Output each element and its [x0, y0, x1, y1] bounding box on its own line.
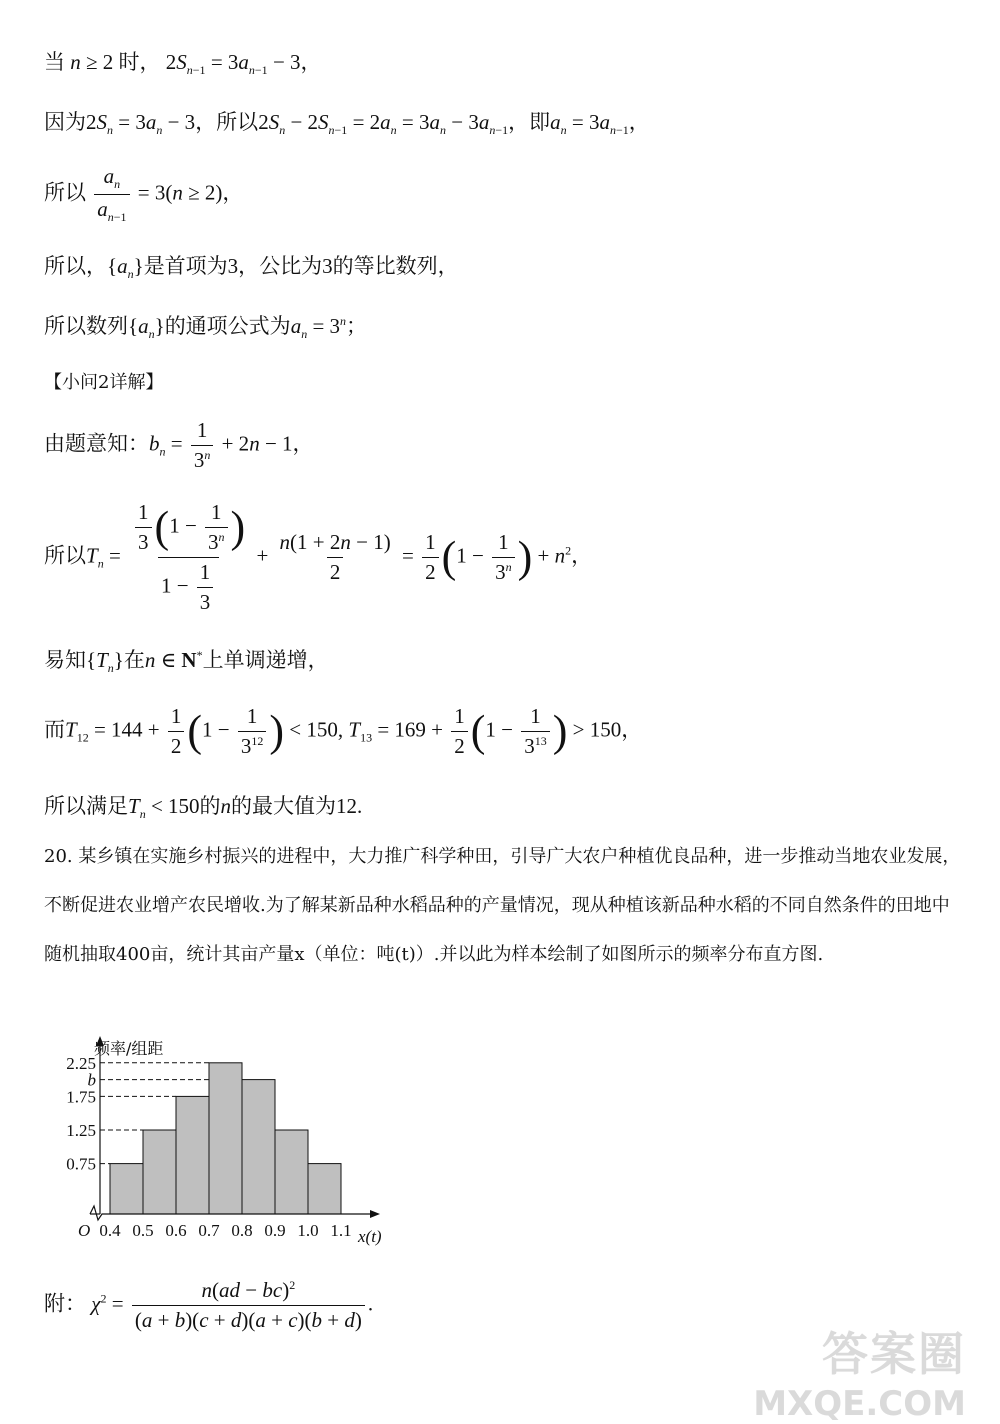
- watermark-logo: [753, 1318, 966, 1424]
- section-heading: [44, 368, 163, 394]
- x-tick-label: 0.7: [198, 1221, 220, 1240]
- text: ，所以: [195, 110, 259, 134]
- y-tick-label: 0.75: [66, 1154, 96, 1174]
- x-tick-label: 0.8: [231, 1221, 253, 1240]
- histogram-bar: [275, 1130, 308, 1214]
- x-tick-label: 0.5: [132, 1221, 154, 1240]
- x-tick-label: 1.0: [297, 1221, 319, 1240]
- histogram-svg: [44, 1030, 404, 1250]
- text: ，: [621, 717, 643, 742]
- histogram-bar: [176, 1096, 209, 1214]
- text: 而: [44, 717, 65, 742]
- text: 由题意知：: [44, 431, 149, 456]
- histogram-bar: [143, 1130, 176, 1214]
- text: 【小问2详解】: [44, 372, 164, 393]
- y-tick-label: 1.75: [66, 1087, 96, 1107]
- x-axis-label: x(t): [358, 1227, 382, 1246]
- text: 当: [44, 50, 65, 74]
- text: ；: [346, 314, 368, 338]
- origin-label: O: [78, 1221, 91, 1240]
- line-3: 所以 $\frac{a_n}{a_{n-1}}$ = 3(n ≥ 2)，: [44, 164, 244, 225]
- line-1: 当 n ≥ 2 时， $2S_{n-1} = 3a_{n-1} - 3$，: [44, 50, 322, 78]
- histogram-bar: [209, 1063, 242, 1214]
- x-tick-label: 1.1: [330, 1221, 352, 1240]
- text: 的通项公式为: [164, 314, 291, 338]
- histogram-bar: [308, 1164, 341, 1214]
- text: ，: [628, 110, 650, 134]
- y-tick-label: 2.25: [66, 1053, 96, 1073]
- text: 所以满足: [44, 794, 128, 818]
- text: 所以: [44, 543, 86, 568]
- x-tick-label: 0.6: [165, 1221, 187, 1240]
- watermark-text: 答案圈: [822, 1327, 966, 1381]
- x-axis-arrow: [370, 1210, 380, 1218]
- y-axis-label: 频率/组距: [94, 1039, 164, 1058]
- line-4: 所以，$\{a_n\}$是首项为3，公比为3的等比数列，: [44, 254, 459, 282]
- y-tick-label: b: [87, 1070, 96, 1090]
- text: 是首项为3，公比为3的等比数列，: [143, 254, 459, 278]
- text: 20. 某乡镇在实施乡村振兴的进程中，大力推广科学种田，引导广大农户种植优良品种，进一步推动当地农业发展，不断促进农业增产农民增收.为了解某新品种水稻品种的产量情况，现从种植该新品种水稻的不同自然条件的田地中随机抽取400亩，统计其亩产量x（单位：吨(t)）.并以此为样本绘制了如图所示的频率分布直方图.: [44, 846, 961, 965]
- text: 的最大值为12.: [231, 794, 363, 818]
- line-9: 易知$\{T_n\}$在n ∈ N*上单调递增，: [44, 648, 329, 676]
- line-5: 所以数列$\{a_n\}$的通项公式为$a_n = 3^n$；: [44, 314, 368, 342]
- text: 的: [199, 794, 221, 818]
- line-2: 因为$2S_n = 3a_n - 3$，所以$2S_n - 2S_{n-1} = 2a_n = 3a_n - 3a_{n-1}$，即$a_n = 3a_{n-1}$，: [44, 110, 650, 138]
- text: 易知: [44, 648, 86, 672]
- text: ，: [292, 431, 314, 456]
- frequency-histogram: [44, 1030, 404, 1250]
- problem-20-text: [44, 832, 962, 979]
- text: ，: [571, 543, 593, 568]
- text: 在: [123, 648, 145, 672]
- histogram-bar: [242, 1080, 275, 1214]
- text: 所以数列: [44, 314, 128, 338]
- text: 附：: [44, 1291, 86, 1316]
- y-tick-label: 1.25: [66, 1121, 96, 1140]
- watermark-url: MXQE.COM: [753, 1384, 966, 1424]
- histogram-bar: [110, 1164, 143, 1214]
- text: 所以: [44, 180, 86, 205]
- text: ，: [300, 50, 322, 74]
- x-tick-label: 0.9: [264, 1221, 286, 1240]
- text: ，即: [508, 110, 551, 134]
- line-8: 所以$T_n$ = $\frac{1}{3}$ (1 − $\frac{1}{3^n}$ ) 1 − $\frac{1}{3}$ + $\frac{n(1 + 2n - 1)}{2}$ = $\frac{1}{2}$ (1 − $\frac{1}{3^n}$ ) + $n^2$，: [44, 500, 593, 614]
- text: 上单调递增，: [202, 648, 329, 672]
- x-tick-label: 0.4: [99, 1221, 121, 1240]
- text: ，: [222, 180, 244, 205]
- text: 因为: [44, 110, 86, 134]
- line-11: 所以满足$T_n < 150$的n的最大值为12.: [44, 794, 363, 822]
- line-7: 由题意知：$b_n$ = $\frac{1}{3^n}$ + 2n − 1，: [44, 418, 314, 472]
- line-10: 而$T_{12} = 144$ + $\frac{1}{2}$ (1 − $\frac{1}{3^{12}}$ ) < 150, $T_{13} = 169$ + $\frac{1}{2}$ (1 − $\frac{1}{3^{13}}$ ) > 150，: [44, 704, 643, 758]
- appendix-formula: 附： $\chi^2$ = $\frac{n(ad - bc)^2}{(a + b)(c + d)(a + c)(b + d)}$ .: [44, 1278, 374, 1332]
- text: 时，: [118, 50, 161, 74]
- text: 所以，: [44, 254, 107, 278]
